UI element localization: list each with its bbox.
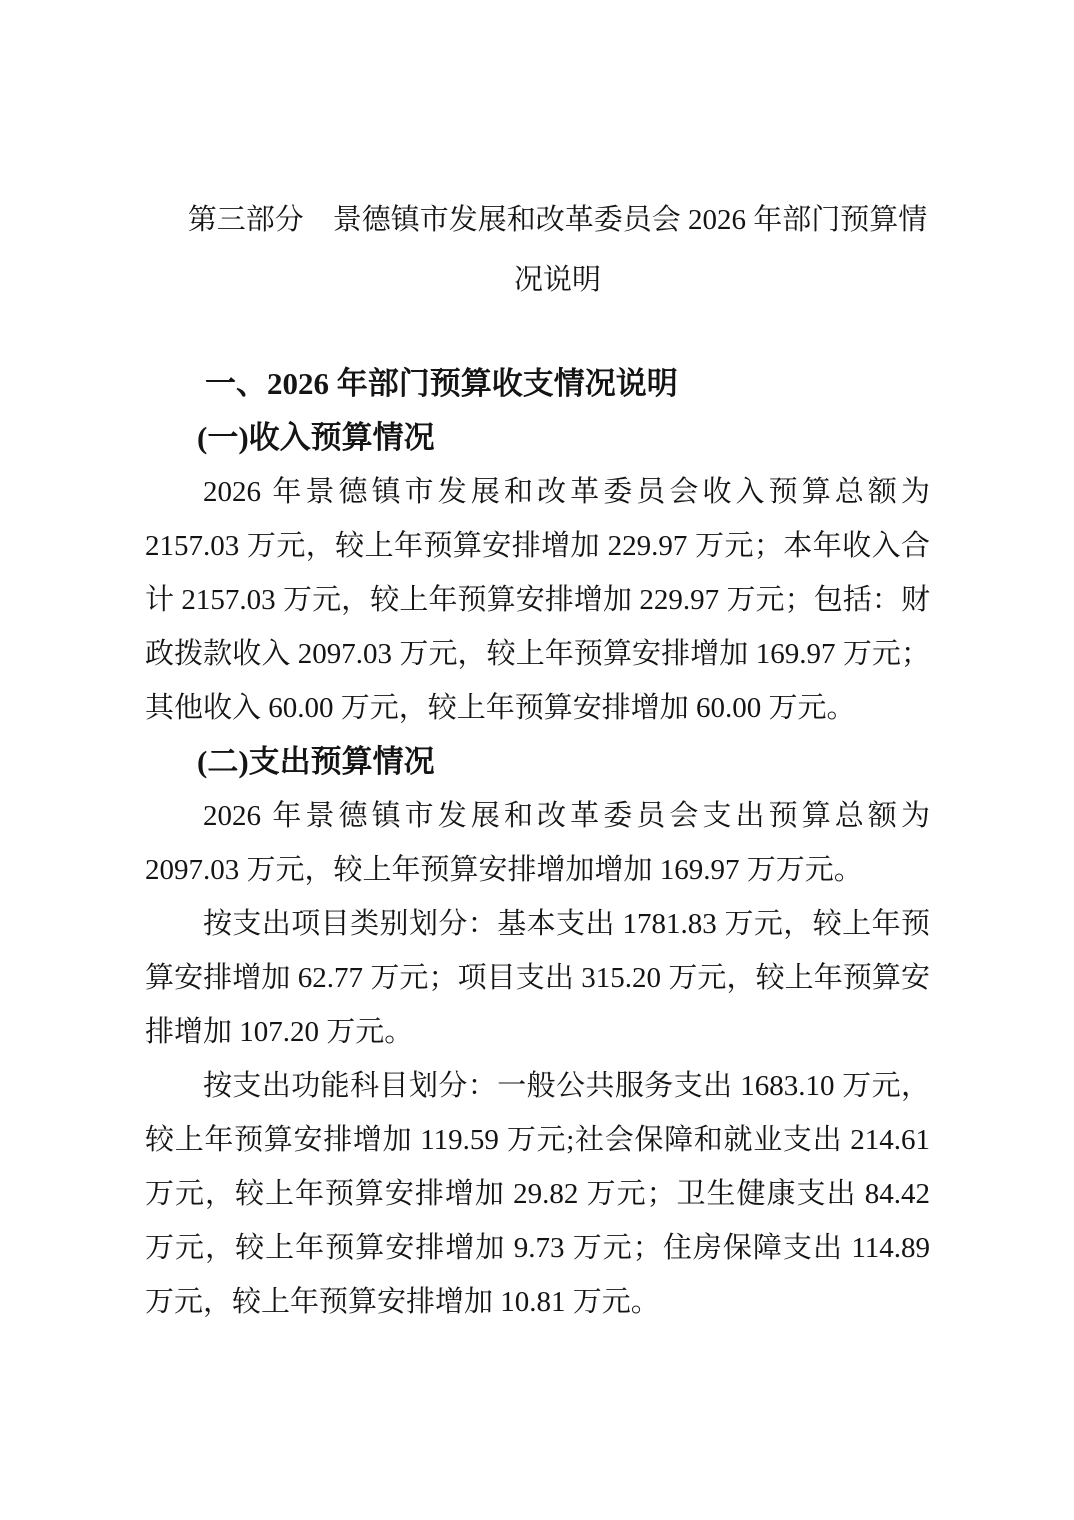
text-line: 2026 年景德镇市发展和改革委员会支出预算总额为 [203, 800, 930, 832]
subsection-heading [145, 411, 930, 465]
text-line: 2097.03 万元，较上年预算安排增加增加 169.97 万万元。 [145, 854, 863, 886]
text-line: 按支出功能科目划分：一般公共服务支出 1683.10 万元， [203, 1070, 930, 1102]
text-line: 计 2157.03 万元，较上年预算安排增加 229.97 万元；包括：财 [145, 584, 930, 616]
text-line: 较上年预算安排增加 119.59 万元;社会保障和就业支出 214.61 [145, 1124, 930, 1156]
text-line: 万元，较上年预算安排增加 10.81 万元。 [145, 1286, 660, 1318]
paragraph [145, 1059, 930, 1329]
text-line: 一、2026 年部门预算收支情况说明 [205, 366, 678, 401]
document-content [145, 0, 930, 1329]
page-title [145, 0, 930, 310]
text-line: 况说明 [513, 264, 601, 296]
text-line: 第三部分 景德镇市发展和改革委员会 2026 年部门预算情 [187, 204, 928, 236]
text-line: 万元，较上年预算安排增加 9.73 万元；住房保障支出 114.89 [145, 1232, 930, 1264]
subsection-heading [145, 735, 930, 789]
text-line: (二)支出预算情况 [197, 744, 435, 779]
text-line: 按支出项目类别划分：基本支出 1781.83 万元，较上年预 [203, 908, 930, 940]
text-line: 2157.03 万元，较上年预算安排增加 229.97 万元；本年收入合 [145, 530, 930, 562]
paragraph [145, 465, 930, 735]
text-line: 2026 年景德镇市发展和改革委员会收入预算总额为 [203, 476, 930, 508]
text-line: 万元，较上年预算安排增加 29.82 万元；卫生健康支出 84.42 [145, 1178, 930, 1210]
section-heading [145, 357, 930, 411]
text-line: 算安排增加 62.77 万元；项目支出 315.20 万元，较上年预算安 [145, 962, 930, 994]
text-line: 排增加 107.20 万元。 [145, 1016, 414, 1048]
text-line: 政拨款收入 2097.03 万元，较上年预算安排增加 169.97 万元； [145, 638, 930, 670]
paragraph [145, 897, 930, 1059]
text-line: 其他收入 60.00 万元，较上年预算安排增加 60.00 万元。 [145, 692, 856, 724]
paragraph [145, 789, 930, 897]
text-line: (一)收入预算情况 [197, 420, 435, 455]
